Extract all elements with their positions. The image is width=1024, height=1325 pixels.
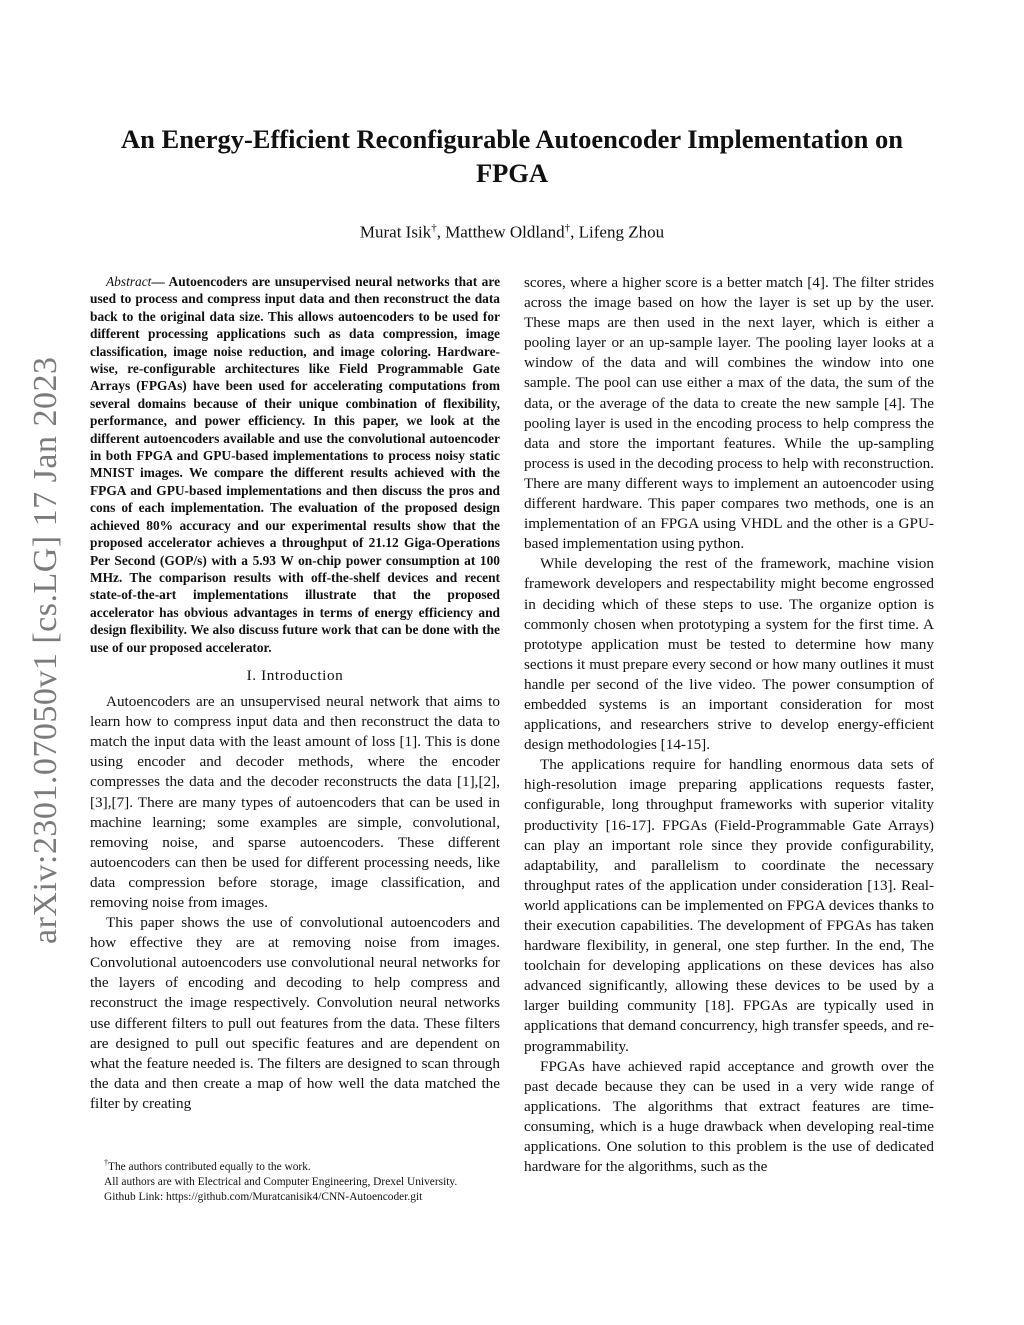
right-column — [524, 273, 934, 1177]
footnote-contribution — [90, 1155, 500, 1175]
section-heading-introduction: I. Introduction — [246, 666, 344, 684]
body-paragraph: FPGAs have achieved rapid acceptance and growth over the past decade because they can be used in a very wide range of applications. The algorithms that extract features are time-consuming, which is a huge drawback when developing real-time applications. One solution to this problem is the use of dedicated hardware for the algorithms, such as the — [524, 1057, 934, 1176]
abstract-dash: — — [151, 274, 169, 289]
author-mark: † — [564, 222, 571, 234]
author-name: Murat Isik — [359, 222, 432, 242]
body-paragraph: The applications require for handling enormous data sets of high-resolution image preparing applications requests faster, configurable, long throughput frameworks with superior vitality productivity [16-17]. FPGAs (Field-Programmable Gate Arrays) can play an important role since they provide configurability, adaptability, and parallelism to coordinate the necessary throughput rates of the application under consideration [13]. Real-world applications can be implemented on FPGA devices thanks to their execution capabilities. The development of FPGAs has taken hardware flexibility, in general, one step further. In the end, The toolchain for developing applications on these devices has also advanced significantly, allowing these devices to be used by a larger building community [18]. FPGAs are typically used in applications that demand concurrency, high transfer speeds, and re-programmability. — [524, 756, 934, 1055]
footnote-affiliation: All authors are with Electrical and Computer Engineering, Drexel University. — [104, 1175, 458, 1188]
author-name: Matthew Oldland — [445, 222, 565, 242]
author-separator: , — [436, 222, 446, 242]
body-paragraph: scores, where a higher score is a better match [4]. The filter strides across the image based on how the layer is set up by the user. These maps are then used in the next layer, which is either a pooling layer or an up-sample layer. The pooling layer looks at a window of the data and will combines the window into one sample. The pool can use either a max of the data, the sum of the data, or the average of the data to create the new sample [4]. The pooling layer is used in the encoding process to help compress the data and store the important features. While the up-sampling process is used in the decoding process to help with reconstruction. There are many different ways to implement an autoencoder using different hardware. This paper compares two methods, one is an implementation of an FPGA using VHDL and the other is a GPU-based implementation using python. — [524, 274, 934, 553]
body-paragraph: This paper shows the use of convolutional autoencoders and how effective they are at removing noise from images. Convolutional autoencoders use convolutional neural networks for the layers of encoding and decoding to help compress and reconstruct the image respectively. Convolution neural networks use different filters to pull out features from the data. These filters are designed to pull out specific features and are dependent on what the feature needed is. The filters are designed to scan through the data and then create a map of how well the data matched the filter by creating — [90, 914, 500, 1112]
footnote-contribution-text: The authors contributed equally to the work. — [108, 1160, 311, 1173]
footnote-github-link[interactable]: Github Link: https://github.com/Muratcanisik4/CNN-Autoencoder.git — [104, 1190, 423, 1203]
left-column — [90, 273, 500, 1114]
abstract-text: Autoencoders are unsupervised neural networks that are used to process and compress input data and then reconstruct the data back to the original data size. This allows autoencoders to be used for different processing applications such as data compression, image classification, image noise reduction, and image coloring. Hardware-wise, re-configurable architectures like Field Programmable Gate Arrays (FPGAs) have been used for accelerating computations from several domains because of their unique combination of flexibility, performance, and power efficiency. In this paper, we look at the different autoencoders available and use the convolutional autoencoder in both FPGA and GPU-based implementations to process noisy static MNIST images. We compare the different results achieved with the FPGA and GPU-based implementations and then discuss the pros and cons of each implementation. The evaluation of the proposed design achieved 80% accuracy and our experimental results show that the proposed accelerator achieves a throughput of 21.12 Giga-Operations Per Second (GOP/s) with a 5.93 W on-chip power consumption at 100 MHz. The comparison results with off-the-shelf devices and recent state-of-the-art implementations illustrate that the proposed accelerator has obvious advantages in terms of energy efficiency and design flexibility. We also discuss future work that can be done with the use of our proposed accelerator. — [90, 274, 501, 655]
abstract — [90, 273, 500, 656]
body-paragraph: While developing the rest of the framework, machine vision framework developers and respectability might become engrossed in deciding which of these steps to use. The organize option is commonly chosen when prototyping a system for the first time. A prototype application must be tested to determine how many sections it must prepare every second or how many outlines it must handle per second of the live video. The power consumption of embedded systems is an important consideration for most applications, and researchers strive to develop energy-efficient design methodologies [14-15]. — [524, 555, 934, 754]
author-separator: , — [570, 222, 579, 242]
footnotes — [90, 1155, 500, 1205]
abstract-label: Abstract — [106, 274, 152, 289]
body-paragraph: Autoencoders are an unsupervised neural network that aims to learn how to compress input data and then reconstruct the data to match the input data with the least amount of loss [1]. This is done using encoder and decoder methods, where the encoder compresses the data and the decoder reconstructs the data [1],[2],[3],[7]. There are many types of autoencoders that can be used in machine learning; some examples are simple, convolutional, removing noise, and sparse autoencoders. These different autoencoders can then be used for different processing needs, like data compression before storage, image classification, and removing noise from images. — [90, 693, 500, 911]
arxiv-sidebar-id: arXiv:2301.07050v1 [cs.LG] 17 Jan 2023 — [27, 356, 64, 944]
paper-title: An Energy-Efficient Reconfigurable Autoencoder Implementation on FPGA — [121, 124, 903, 188]
footnote-mark: † — [104, 1158, 108, 1167]
author-mark: † — [431, 222, 437, 234]
author-list — [90, 216, 934, 245]
author-name: Lifeng Zhou — [578, 222, 665, 242]
